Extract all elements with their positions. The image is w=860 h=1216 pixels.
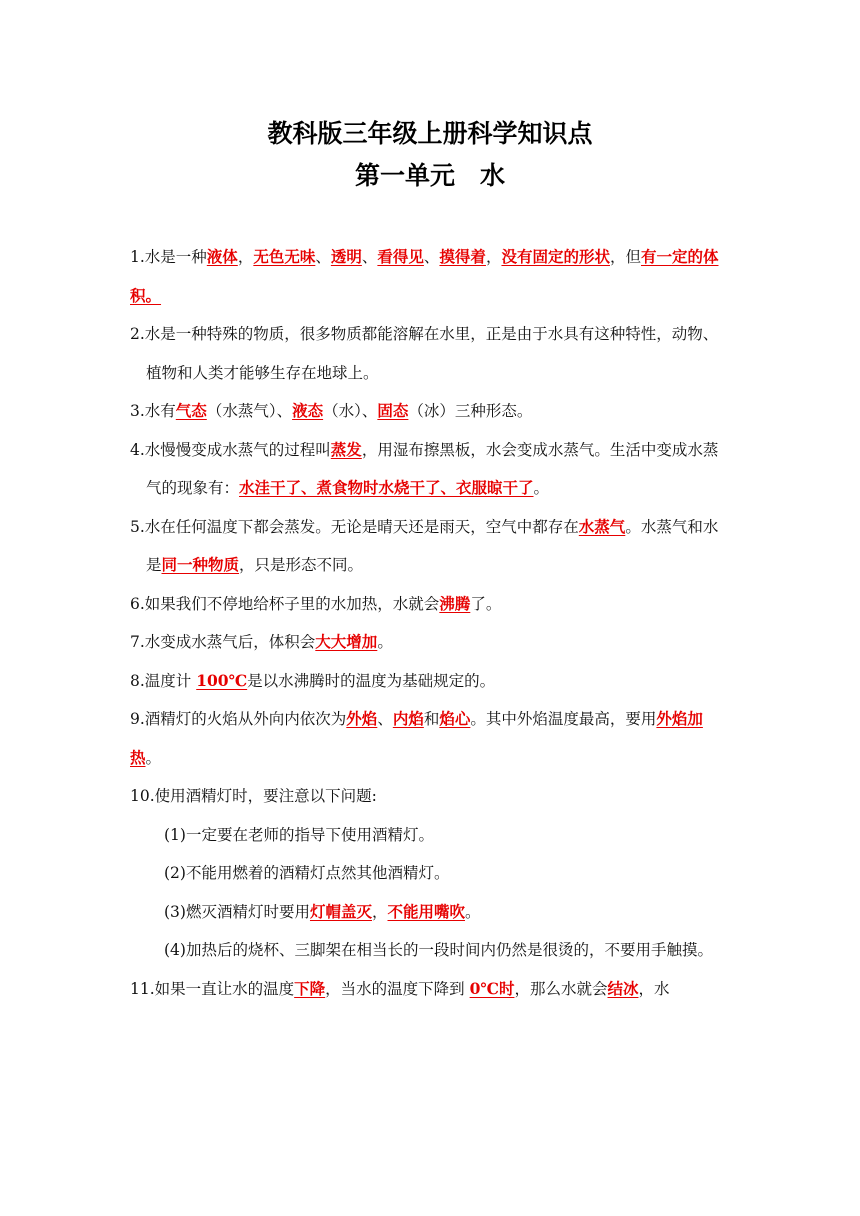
keyword-highlight: 摸得着	[439, 247, 486, 266]
text-run: ，	[237, 248, 254, 266]
text-run: 。	[465, 902, 481, 921]
sub-list-item	[130, 854, 732, 893]
text-run: 6.如果我们不停地给杯子里的水加热，水就会	[130, 594, 440, 613]
keyword-highlight: 水蒸气	[578, 516, 626, 536]
text-run: （冰）三种形态。	[408, 402, 533, 420]
sub-list-item	[130, 931, 732, 970]
keyword-highlight: 下降	[294, 978, 326, 998]
keyword-highlight: 外焰	[346, 709, 378, 728]
keyword-highlight: 液态	[292, 401, 324, 420]
keyword-highlight: 水洼干了、煮食物时水烧干了、衣服晾干了	[239, 478, 534, 497]
knowledge-list	[130, 238, 732, 1008]
text-run: 。	[377, 633, 393, 651]
list-item	[130, 777, 732, 816]
text-run: （水蒸气）、	[206, 402, 293, 420]
keyword-highlight: 同一种物质	[161, 555, 240, 574]
text-run: 9.酒精灯的火焰从外向内依次为	[130, 710, 347, 728]
list-item	[130, 970, 732, 1009]
keyword-highlight: 内焰	[392, 709, 424, 728]
text-run: (4)加热后的烧杯、三脚架在相当长的一段时间内仍然是很烫的，不要用手触摸。	[164, 941, 713, 959]
text-run: 、	[423, 248, 440, 266]
keyword-highlight: 看得见	[377, 247, 424, 266]
list-item	[130, 315, 732, 392]
sub-list-item	[130, 893, 732, 932]
keyword-highlight: 。	[145, 285, 162, 305]
text-run: ，只是形态不同。	[239, 556, 364, 574]
text-run: 8.温度计	[130, 671, 197, 690]
text-run: 是以水沸腾时的温度为基础规定的。	[247, 671, 496, 690]
text-run: 1.水是一种	[130, 248, 207, 266]
keyword-highlight: 无色无味	[253, 247, 316, 266]
text-run: 了。	[470, 594, 502, 613]
list-item	[130, 662, 732, 701]
list-item	[130, 431, 732, 508]
list-item	[130, 238, 732, 315]
keyword-highlight: 100℃	[196, 670, 248, 690]
keyword-highlight: 气态	[175, 401, 207, 420]
text-run: ，但	[609, 248, 641, 266]
list-item	[130, 585, 732, 624]
unit-heading: 第一单元 水	[354, 161, 505, 190]
text-run: 2.水是一种特殊的物质，很多物质都能溶解在水里，正是由于水具有这种特性，动物、植物和人类才能够生存在地球上。	[130, 325, 719, 382]
text-run: （水）、	[323, 402, 378, 420]
keyword-highlight: 0℃时	[469, 978, 515, 998]
text-run: (1)一定要在老师的指导下使用酒精灯。	[164, 825, 434, 844]
list-item	[130, 508, 732, 585]
text-run: 、	[315, 248, 331, 266]
text-run: ，	[485, 248, 502, 266]
keyword-highlight: 透明	[330, 247, 362, 266]
keyword-highlight: 有一定的体积	[130, 247, 719, 305]
keyword-highlight: 不能用嘴吹	[387, 901, 466, 921]
text-run: 和	[423, 710, 440, 728]
text-run: 10.使用酒精灯时，要注意以下问题:	[130, 787, 377, 805]
text-run: 。	[145, 748, 162, 767]
sub-list-item	[130, 816, 732, 855]
text-run: 、	[377, 710, 393, 728]
keyword-highlight: 固态	[377, 401, 409, 420]
keyword-highlight: 焰心	[439, 709, 471, 728]
text-run: 。其中外焰温度最高，要用	[470, 710, 657, 728]
text-run: ，当水的温度下降到	[325, 979, 470, 998]
keyword-highlight: 外焰加热	[130, 709, 703, 767]
list-item	[130, 392, 732, 431]
list-item	[130, 700, 732, 777]
text-run: (3)燃灭酒精灯时要用	[164, 902, 310, 921]
keyword-highlight: 蒸发	[330, 439, 362, 459]
keyword-highlight: 结冰	[607, 978, 639, 998]
text-run: 5.水在任何温度下都会蒸发。无论是晴天还是雨天，空气中都存在	[130, 517, 579, 536]
list-item	[130, 623, 732, 662]
text-run: ，	[371, 902, 388, 921]
keyword-highlight: 液体	[206, 247, 238, 266]
keyword-highlight: 没有固定的形状	[501, 247, 610, 266]
text-run: 4.水慢慢变成水蒸气的过程叫	[130, 440, 331, 459]
text-run: 3.水有	[130, 402, 176, 420]
text-run: 。	[533, 479, 550, 497]
keyword-highlight: 沸腾	[439, 593, 471, 613]
text-run: (2)不能用燃着的酒精灯点然其他酒精灯。	[164, 864, 450, 882]
text-run: ，水	[638, 979, 670, 998]
text-run: ，用湿布擦黑板，水会变成水蒸气。生活中变成水蒸气的现象有：	[146, 440, 719, 497]
keyword-highlight: 大大增加	[315, 632, 378, 651]
document-title: 教科版三年级上册科学知识点	[267, 119, 593, 148]
text-run: 、	[361, 248, 378, 266]
text-run: 。水蒸气和水是	[146, 517, 719, 574]
text-run: 7.水变成水蒸气后，体积会	[130, 633, 316, 651]
text-run: 11.如果一直让水的温度	[130, 979, 295, 998]
keyword-highlight: 灯帽盖灭	[309, 901, 372, 921]
text-run: ，那么水就会	[514, 979, 608, 998]
